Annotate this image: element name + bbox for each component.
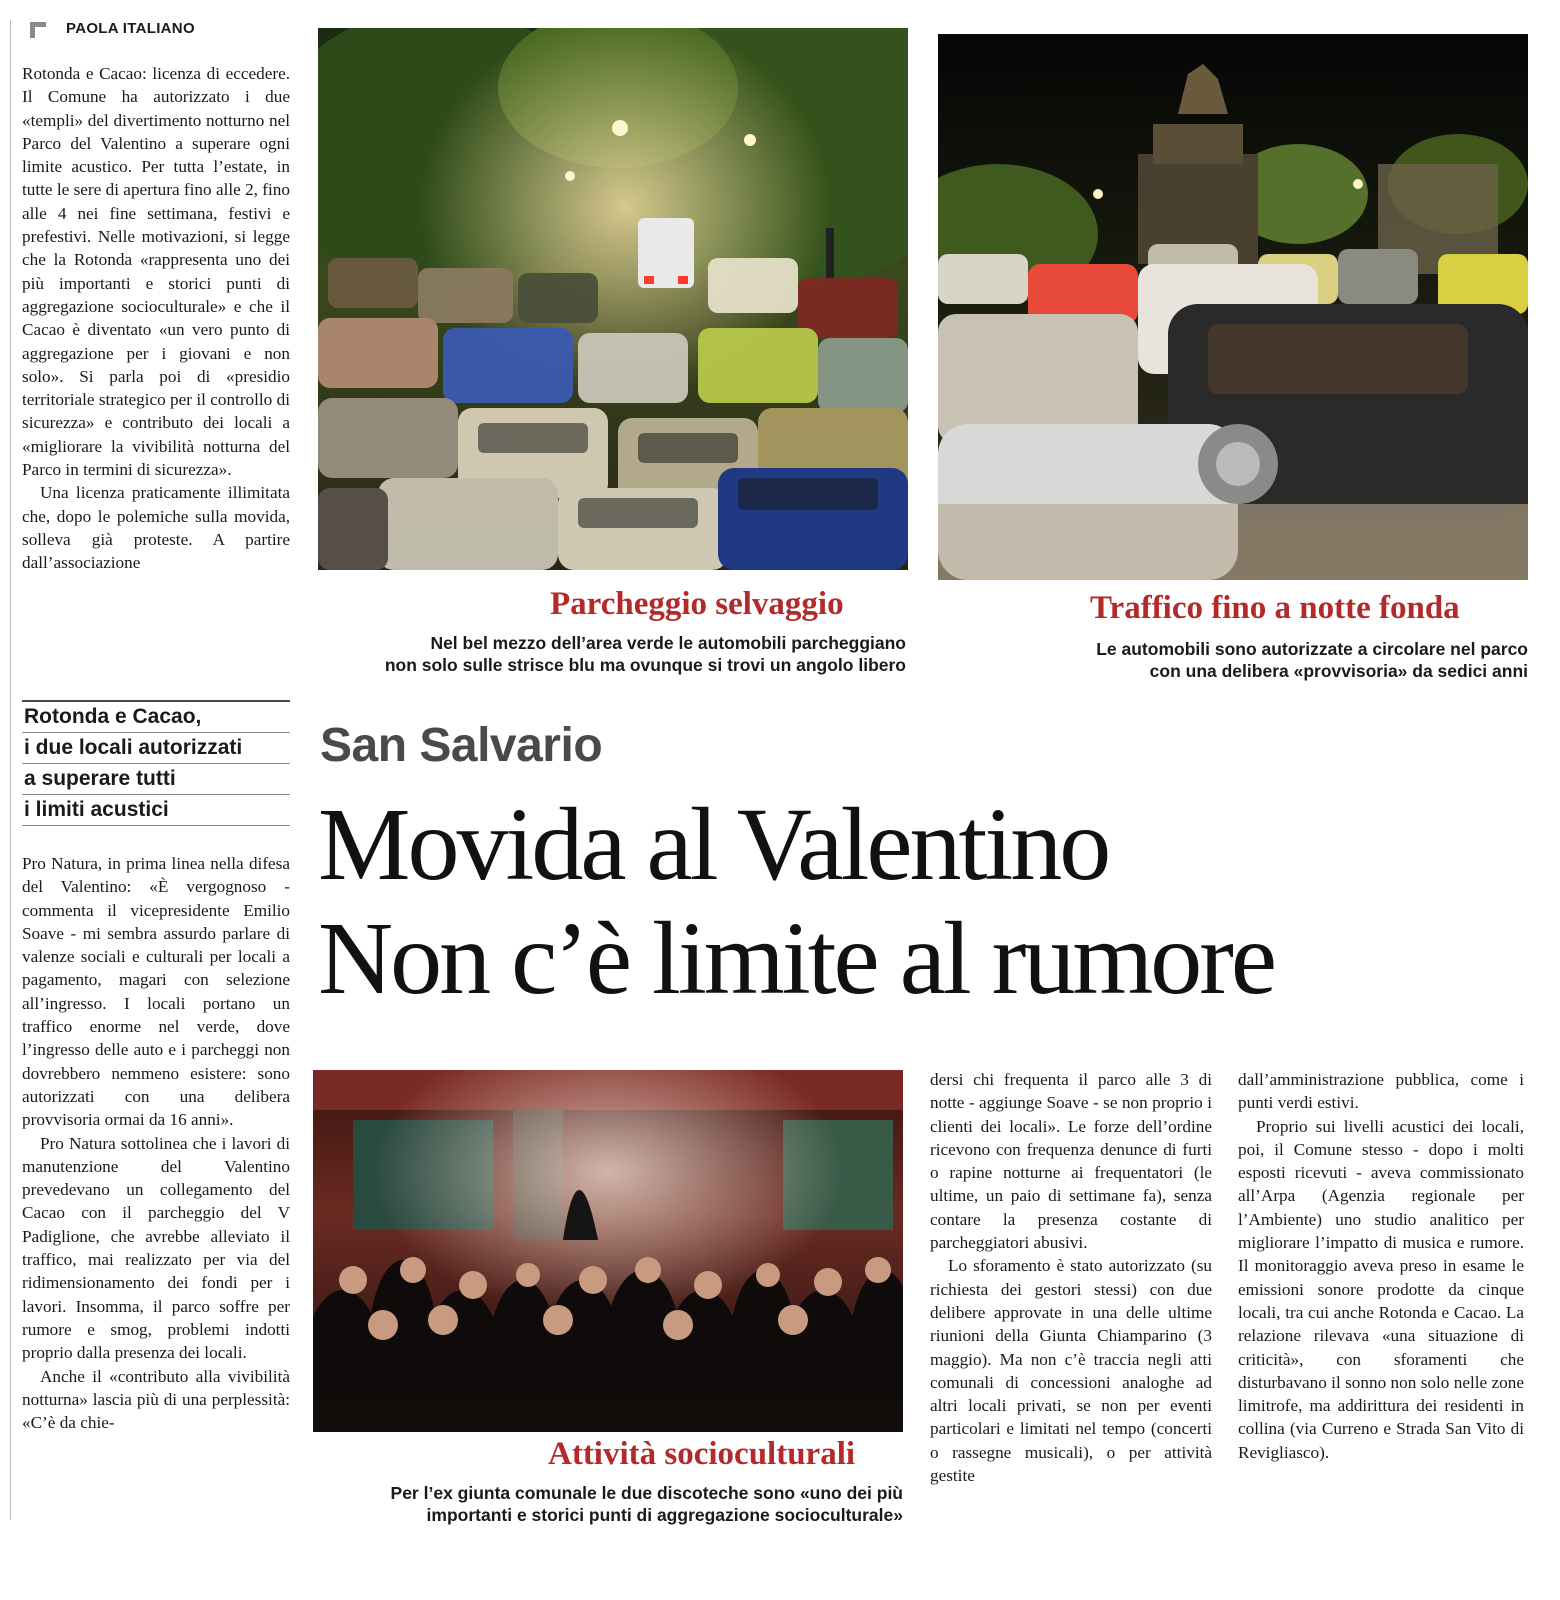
article-column-left-bottom	[22, 852, 290, 1434]
paragraph: dersi chi frequenta il parco alle 3 di notte - aggiunge Soave - se non proprio i clienti dei locali». Le forze dell’ordine ricevono con frequenza denunce di furti o rapine notturne ai frequentatori (le ultime, un paio di settimane fa), senza contare la presenza costante di parcheggiatori abusivi.	[930, 1070, 1212, 1253]
caption-line: con una delibera «provvisoria» da sedici anni	[1149, 661, 1528, 681]
paragraph: Pro Natura, in prima linea nella difesa del Valentino: «È vergognoso - commenta il vicepresidente Emilio Soave - mi sembra assurdo parlare di valenze sociali e culturali per locali a pagamento, magari con selezione all’ingresso. I locali portano un traffico enorme nel verde, dove l’ingresso delle auto e i parcheggi non dovrebbero nemmeno esistere: sono autorizzati con una delibera provvisoria ormai da 16 anni».	[22, 854, 290, 1130]
pullquote	[22, 700, 290, 826]
photo-parked-cars	[318, 28, 908, 570]
caption-line: non solo sulle strisce blu ma ovunque si trovi un angolo libero	[384, 655, 906, 675]
photo1-caption	[318, 632, 906, 676]
article-column-left-top	[22, 62, 290, 575]
paragraph: Proprio sui livelli acustici dei locali, poi, il Comune stesso - dopo i molti esposti ricevuti - aveva commissionato all’Arpa (Agenzia regionale per l’Ambiente) uno studio analitico per migliorare l’impatto di musica e rumore. Il monitoraggio aveva preso in esame le emissioni sonore prodotte da cinque locali, tra cui anche Rotonda e Cacao. La relazione rilevava «una situazione di criticità», con sforamenti che disturbavano il sonno non solo nelle zone limitrofe, ma addirittura dei residenti in collina (via Curreno e Strada San Vito di Revigliasco).	[1238, 1116, 1524, 1462]
pullquote-line: a superare tutti	[22, 764, 290, 795]
paragraph: Anche il «contributo alla vivibilità notturna» lascia più di una perplessità: «C’è da chie-	[22, 1366, 290, 1433]
kicker: San Salvario	[320, 719, 603, 772]
photo1-caption-title: Parcheggio selvaggio	[550, 586, 844, 622]
caption-line: importanti e storici punti di aggregazione socioculturale»	[426, 1505, 903, 1525]
caption-line: Nel bel mezzo dell’area verde le automobili parcheggiano	[430, 633, 906, 653]
photo-crowd	[313, 1070, 903, 1432]
photo-traffic-monument	[938, 34, 1528, 580]
pullquote-line: Rotonda e Cacao,	[22, 702, 290, 733]
byline-mark-icon	[30, 22, 46, 38]
caption-line: Per l’ex giunta comunale le due discoteche sono «uno dei più	[390, 1483, 903, 1503]
pullquote-line: i limiti acustici	[22, 795, 290, 826]
byline: PAOLA ITALIANO	[66, 20, 195, 37]
column-rule	[10, 20, 11, 1520]
headline-line: Movida al Valentino	[318, 787, 1109, 902]
caption-line: Le automobili sono autorizzate a circolare nel parco	[1096, 639, 1528, 659]
photo2-caption	[938, 638, 1528, 682]
photo2-caption-title: Traffico fino a notte fonda	[1090, 590, 1460, 626]
paragraph: dall’amministrazione pubblica, come i punti verdi estivi.	[1238, 1070, 1524, 1113]
article-column-4	[1238, 1068, 1524, 1464]
headline	[318, 788, 1274, 1016]
article-column-3	[930, 1068, 1212, 1487]
paragraph: Rotonda e Cacao: licenza di eccedere. Il Comune ha autorizzato i due «templi» del divertimento notturno nel Parco del Valentino a superare ogni limite acustico. Per tutta l’estate, in tutte le sere di apertura fino alle 2, fino alle 4 nei fine settimana, festivi e prefestivi. Nelle motivazioni, si legge che la Rotonda «rappresenta uno dei più importanti e storici punti di aggregazione socioculturale» e che il Cacao è diventato «un vero punto di aggregazione per i giovani e non solo». Si parla poi di «presidio territoriale strategico per il controllo di sicurezza» e contributo dei locali a «migliorare la vivibilità notturna del Parco in termini di sicurezza».	[22, 64, 290, 480]
paragraph: Lo sforamento è stato autorizzato (su richiesta dei gestori stessi) con due delibere approvate in una delle ultime riunioni della Giunta Chiamparino (3 maggio). Ma non c’è traccia negli atti comunali di concessioni analoghe ad altri locali privati, se non per eventi particolari e limitati nel tempo (concerti o rassegne musicali), o per attività gestite	[930, 1256, 1212, 1486]
paragraph: Una licenza praticamente illimitata che, dopo le polemiche sulla movida, solleva già proteste. A partire dall’associazione	[22, 483, 290, 573]
headline-line: Non c’è limite al rumore	[318, 901, 1275, 1016]
photo3-caption-title: Attività socioculturali	[548, 1436, 856, 1472]
pullquote-line: i due locali autorizzati	[22, 733, 290, 764]
paragraph: Pro Natura sottolinea che i lavori di manutenzione del Valentino prevedevano un collegamento del Cacao con il parcheggio del V Padiglione, che avrebbe alleviato il traffico, mai realizzato per via del ridimensionamento dei fondi per i lavori. Insomma, il parco soffre per rumore e smog, problemi indotti proprio dalla presenza dei locali.	[22, 1133, 290, 1363]
photo3-caption	[300, 1482, 903, 1526]
